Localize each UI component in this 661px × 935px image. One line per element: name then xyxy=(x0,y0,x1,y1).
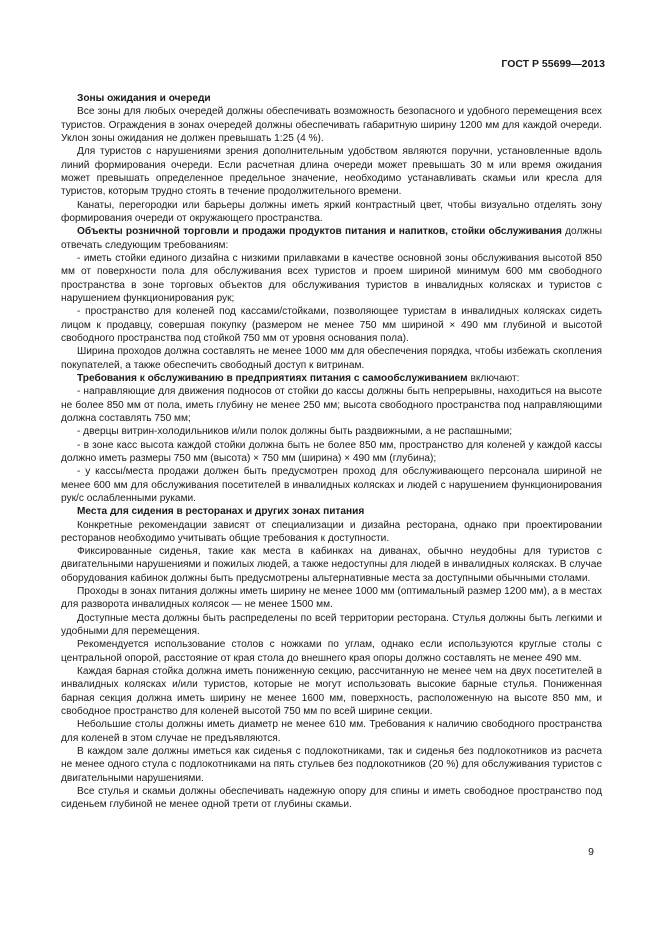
paragraph: В каждом зале должны иметься как сиденья с подлокотниками, так и сиденья без подлокотников из расчета не менее одного стула с подлокотниками на пять стульев без подлокотников (20 %) для обслуживания туристов с двигательными нарушениями. xyxy=(61,746,602,784)
paragraph: Все стулья и скамьи должны обеспечивать надежную опору для спины и иметь свободное пространство под сиденьем глубиной не менее одной трети от глубины скамьи. xyxy=(61,786,602,811)
paragraph: Фиксированные сиденья, такие как места в кабинках на диванах, обычно неудобны для туристов с двигательными нарушениями и пожилых людей, а также недоступны для людей в инвалидных колясках. В случае оборудования кабинок должны быть предусмотрены альтернативные места за доступными обычными столами. xyxy=(61,546,602,584)
list-item: - в зоне касс высота каждой стойки должна быть не более 850 мм, пространство для коленей у каждой кассы должно иметь размеры 750 мм (высота) × 750 мм (ширина) × 490 мм (глубина); xyxy=(61,439,602,464)
retail-title-rest: должны отвечать следующим требованиям: xyxy=(61,226,602,251)
list-item: - у кассы/места продажи должен быть предусмотрен проход для обслуживающего персонала шириной не менее 600 мм для обслуживания посетителей в инвалидных колясках и людей с нарушением функционирования рук/с ослабленными руками. xyxy=(61,466,602,504)
paragraph: Проходы в зонах питания должны иметь ширину не менее 1000 мм (оптимальный размер 1200 мм), а в местах для разворота инвалидных колясок — не менее 1500 мм. xyxy=(61,586,602,611)
paragraph: Конкретные рекомендации зависят от специализации и дизайна ресторана, однако при проектировании ресторанов необходимо учитывать общие требования к доступности. xyxy=(61,519,602,544)
list-item: - дверцы витрин-холодильников и/или полок должны быть раздвижными, а не распашными; xyxy=(77,426,513,438)
retail-title-bold: Объекты розничной торговли и продажи продуктов питания и напитков, стойки обслуживания xyxy=(77,226,562,238)
paragraph: Каждая барная стойка должна иметь пониженную секцию, рассчитанную не менее чем на двух посетителей в инвалидных колясках и/или туристов, которые не могут использовать высокие барные стулья. Пониженная барная секция должна иметь ширину не менее 1600 мм, поверхность, расположенную на высоте 850 мм, и свободное пространство для коленей высотой 750 мм по всей ширине секции. xyxy=(61,666,602,718)
paragraph: Доступные места должны быть распределены по всей территории ресторана. Стулья должны быть легкими и удобными для перемещения. xyxy=(61,612,602,638)
section-title-waiting: Зоны ожидания и очереди xyxy=(77,93,211,104)
section-title-retail xyxy=(61,225,602,252)
list-item: - направляющие для движения подносов от стойки до кассы должны быть непрерывны, находиться на высоте не более 850 мм от пола, иметь глубину не менее 250 мм; высота свободного пространства под направляющими должна составлять 750 мм; xyxy=(61,386,602,424)
paragraph: Ширина проходов должна составлять не менее 1000 мм для обеспечения порядка, чтобы избежать скопления покупателей, а также обеспечить свободный доступ к витринам. xyxy=(61,346,602,371)
selfservice-title-rest: включают: xyxy=(467,372,520,384)
list-item: - иметь стойки единого дизайна с низкими прилавками в качестве основной зоны обслуживания высотой 850 мм от поверхности пола для обслуживания всех туристов и проем шириной минимум 600 мм свободного пространства в зоне торговых объектов для обслуживания туристов в инвалидных колясках и туристов с нарушением функционирования рук; xyxy=(61,252,602,304)
selfservice-title-bold: Требования к обслуживанию в предприятиях питания с самообслуживанием xyxy=(77,372,468,384)
document-code: ГОСТ Р 55699—2013 xyxy=(501,58,605,70)
paragraph: Канаты, перегородки или барьеры должны иметь яркий контрастный цвет, чтобы визуально отделять зону формирования очереди от окружающего пространства. xyxy=(61,199,602,224)
paragraph: Небольшие столы должны иметь диаметр не менее 610 мм. Требования к наличию свободного пространства для коленей в этом случае не предъявляются. xyxy=(61,719,602,744)
paragraph: Рекомендуется использование столов с ножками по углам, однако если используются круглые столы с центральной опорой, расстояние от края стола до внешнего края опоры должно составлять не менее 490 мм. xyxy=(61,639,602,664)
section-title-seating: Места для сидения в ресторанах и других зонах питания xyxy=(77,506,365,518)
paragraph: Для туристов с нарушениями зрения дополнительным удобством являются поручни, установленные вдоль линий формирования очереди. Если расчетная длина очереди может превышать 30 м или время ожидания может превышать определенное предельное значение, необходимо устанавливать скамьи или кресла для туристов, которым трудно стоять в течение продолжительного времени. xyxy=(61,146,602,198)
section-title-selfservice xyxy=(61,372,602,385)
list-item: - пространство для коленей под кассами/стойками, позволяющее туристам в инвалидных колясках сидеть лицом к продавцу, совершая покупку (размером не менее 750 мм шириной × 490 мм глубиной и высотой свободного пространства под стойкой 750 мм от уровня основания пола). xyxy=(61,306,602,344)
page-body xyxy=(61,92,602,812)
page-number: 9 xyxy=(588,846,594,858)
paragraph: Все зоны для любых очередей должны обеспечивать возможность безопасного и удобного перемещения всех туристов. Ограждения в зонах очередей должны обеспечивать габаритную ширину 1200 мм для каждой очереди. Уклон зоны ожидания не должен превышать 1:25 (4 %). xyxy=(61,106,602,144)
